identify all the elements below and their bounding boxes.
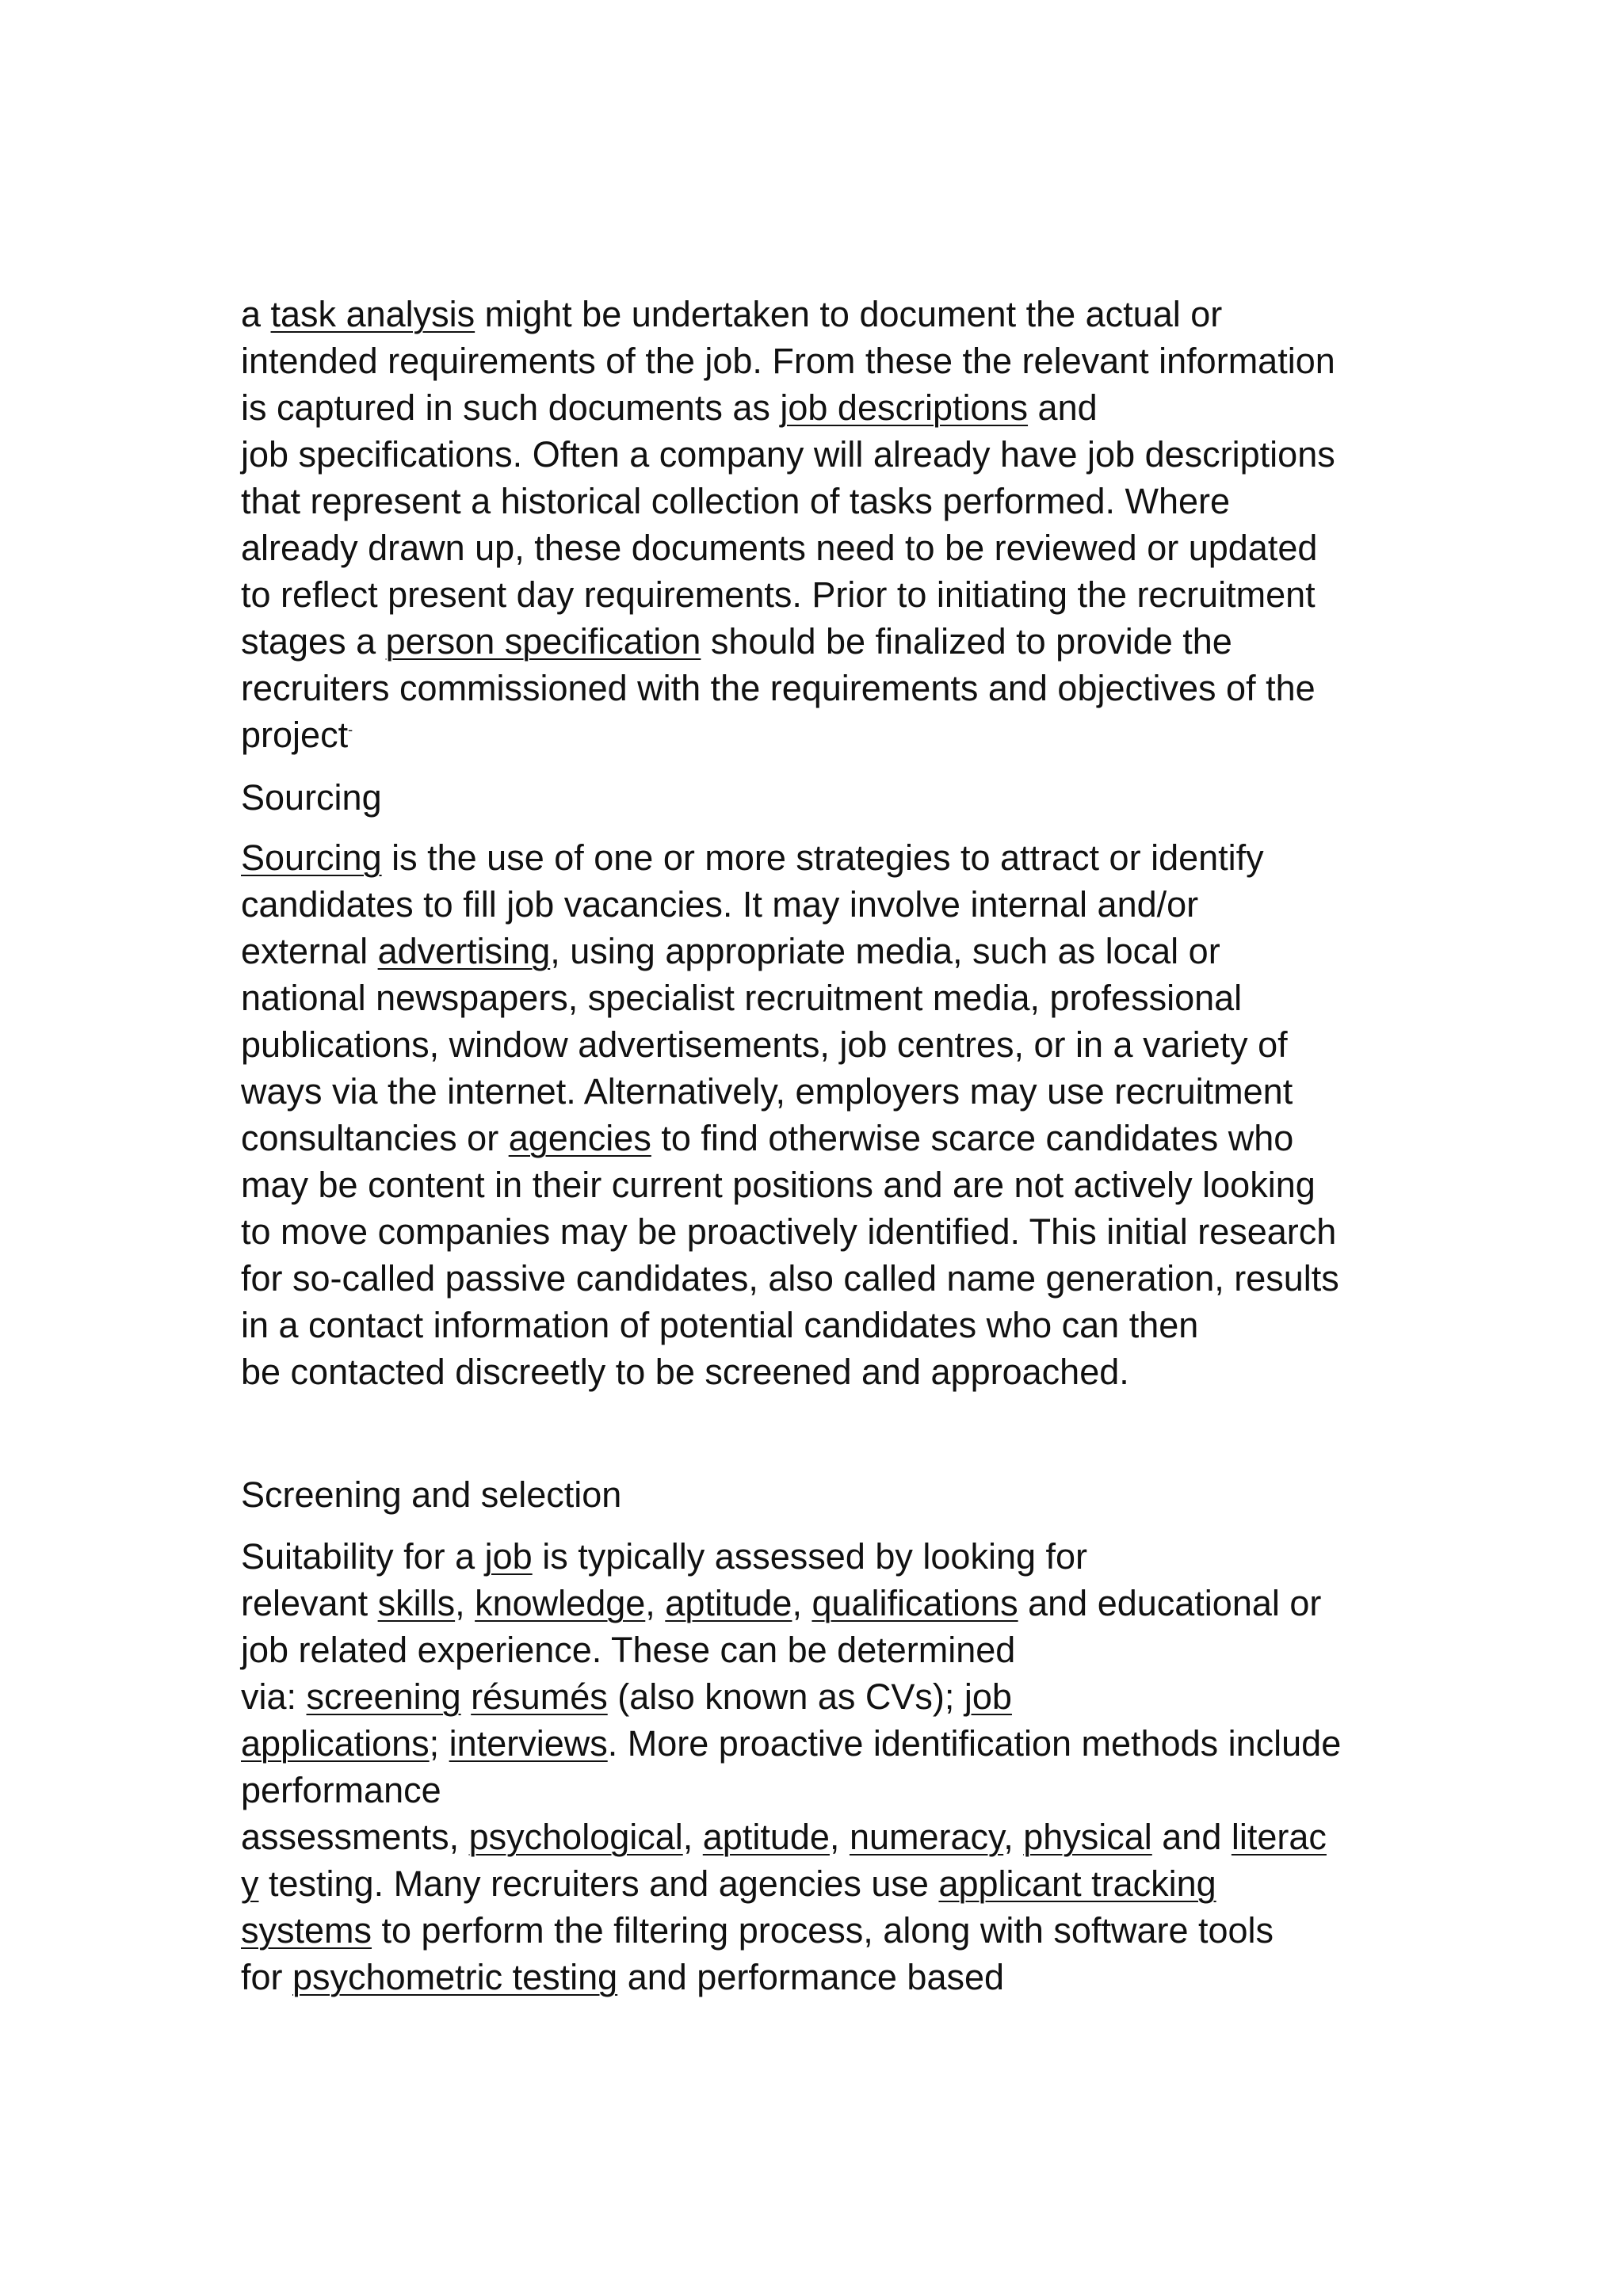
text-line (241, 1721, 1341, 1767)
hyperlink[interactable]: applicant tracking (938, 1863, 1216, 1904)
text-run: , using appropriate media, such as local or (550, 931, 1220, 971)
text-run: recruiters commissioned with the requirements and objectives of the (241, 668, 1316, 708)
text-line (241, 835, 1264, 881)
text-line (241, 712, 353, 758)
text-run: national newspapers, specialist recruitment media, professional (241, 978, 1243, 1018)
text-run: . More proactive identification methods include (607, 1723, 1342, 1764)
hyperlink[interactable]: aptitude (702, 1817, 830, 1857)
text-line (241, 666, 1316, 711)
text-line (241, 1534, 1087, 1580)
text-run: should be finalized to provide the (701, 621, 1232, 662)
text-line (241, 1674, 1012, 1720)
text-line (241, 1814, 1327, 1860)
text-run: and educational or (1018, 1583, 1322, 1623)
hyperlink[interactable]: psychometric testing (292, 1957, 618, 1997)
text-run: that represent a historical collection of tasks performed. Where (241, 481, 1231, 521)
text-run: is the use of one or more strategies to attract or identify (381, 837, 1264, 878)
hyperlink[interactable]: task analysis (270, 294, 475, 334)
text-run: , (829, 1817, 850, 1857)
text-run: job specifications. Often a company will already have job descriptions (241, 434, 1335, 475)
text-run: (also known as CVs); (607, 1676, 964, 1717)
text-line (241, 572, 1316, 618)
text-run: consultancies or (241, 1118, 509, 1158)
text-line (241, 479, 1230, 524)
hyperlink[interactable]: applications (241, 1723, 430, 1764)
hyperlink[interactable]: skills (377, 1583, 456, 1623)
text-line (241, 1302, 1198, 1348)
text-run: to find otherwise scarce candidates who (651, 1118, 1294, 1158)
text-line (241, 882, 1198, 928)
text-line (241, 619, 1232, 665)
text-run: may be content in their current positions and are not actively looking (241, 1165, 1316, 1205)
footnote-mark: - (348, 722, 353, 738)
text-line (241, 432, 1335, 478)
text-line (241, 975, 1242, 1021)
text-run: , (455, 1583, 475, 1623)
hyperlink[interactable]: advertising (377, 931, 551, 971)
text-run: assessments, (241, 1817, 469, 1857)
hyperlink[interactable]: job (484, 1536, 533, 1577)
hyperlink[interactable]: agencies (508, 1118, 651, 1158)
text-line (241, 1022, 1288, 1068)
hyperlink[interactable]: aptitude (665, 1583, 792, 1623)
text-line (241, 292, 1222, 338)
hyperlink[interactable]: physical (1023, 1817, 1152, 1857)
hyperlink[interactable]: screening (306, 1676, 461, 1717)
hyperlink[interactable]: knowledge (475, 1583, 646, 1623)
text-run: candidates to fill job vacancies. It may involve internal and/or (241, 884, 1199, 925)
text-run: intended requirements of the job. From these the relevant information (241, 341, 1335, 381)
text-run: , (645, 1583, 666, 1623)
text-run: ; (429, 1723, 449, 1764)
text-line (241, 1209, 1336, 1255)
text-line (241, 929, 1220, 974)
text-run: project (241, 715, 349, 755)
text-run: stages a (241, 621, 386, 662)
text-run: is captured in such documents as (241, 387, 781, 428)
text-run: , (682, 1817, 703, 1857)
text-run: to perform the filtering process, along with software tools (372, 1910, 1274, 1951)
hyperlink[interactable]: Sourcing (241, 837, 382, 878)
hyperlink[interactable]: job (964, 1676, 1012, 1717)
hyperlink[interactable]: psychological (468, 1817, 683, 1857)
text-run: , (1003, 1817, 1024, 1857)
section-heading: Sourcing (241, 777, 382, 818)
hyperlink[interactable]: numeracy (849, 1817, 1004, 1857)
text-run: via: (241, 1676, 307, 1717)
text-run: is typically assessed by looking for (532, 1536, 1088, 1577)
hyperlink[interactable]: person specification (385, 621, 701, 662)
text-line (241, 385, 1098, 431)
text-line (241, 1256, 1339, 1302)
text-line (241, 338, 1335, 384)
text-run: performance (241, 1770, 441, 1810)
hyperlink[interactable]: literac (1231, 1817, 1327, 1857)
text-line (241, 1116, 1293, 1161)
text-line (241, 1162, 1316, 1208)
hyperlink[interactable]: qualifications (812, 1583, 1018, 1623)
text-run: be contacted discreetly to be screened and approached. (241, 1352, 1129, 1392)
section-heading: Screening and selection (241, 1474, 622, 1515)
hyperlink[interactable]: systems (241, 1910, 372, 1951)
text-run: ways via the internet. Alternatively, employers may use recruitment (241, 1071, 1293, 1112)
text-line (241, 1069, 1293, 1115)
text-run: , (792, 1583, 812, 1623)
text-line (241, 1581, 1321, 1627)
text-line (241, 1908, 1274, 1954)
hyperlink[interactable]: interviews (449, 1723, 608, 1764)
text-run: testing. Many recruiters and agencies use (258, 1863, 939, 1904)
text-run: and performance based (617, 1957, 1005, 1997)
text-line (241, 1955, 1004, 2000)
text-line (241, 525, 1317, 571)
hyperlink[interactable]: résumés (471, 1676, 608, 1717)
text-run: Suitability for a (241, 1536, 485, 1577)
hyperlink[interactable]: job descriptions (780, 387, 1029, 428)
text-line (241, 1861, 1216, 1907)
text-run: a (241, 294, 271, 334)
text-line (241, 1627, 1015, 1673)
text-run: job related experience. These can be determined (241, 1630, 1016, 1670)
text-run (461, 1676, 472, 1717)
text-run: already drawn up, these documents need to be reviewed or updated (241, 528, 1318, 568)
text-line (241, 1349, 1129, 1395)
text-run: for (241, 1957, 293, 1997)
text-run: and (1151, 1817, 1232, 1857)
text-run: in a contact information of potential candidates who can then (241, 1305, 1199, 1345)
hyperlink[interactable]: y (241, 1863, 259, 1904)
text-run: relevant (241, 1583, 378, 1623)
text-run: publications, window advertisements, job centres, or in a variety of (241, 1024, 1288, 1065)
text-line (241, 1768, 441, 1814)
text-run: and (1028, 387, 1098, 428)
text-run: to move companies may be proactively identified. This initial research (241, 1211, 1337, 1252)
text-run: to reflect present day requirements. Prior to initiating the recruitment (241, 574, 1316, 615)
text-run: might be undertaken to document the actual or (475, 294, 1223, 334)
text-run: external (241, 931, 378, 971)
text-run: for so-called passive candidates, also called name generation, results (241, 1258, 1339, 1299)
